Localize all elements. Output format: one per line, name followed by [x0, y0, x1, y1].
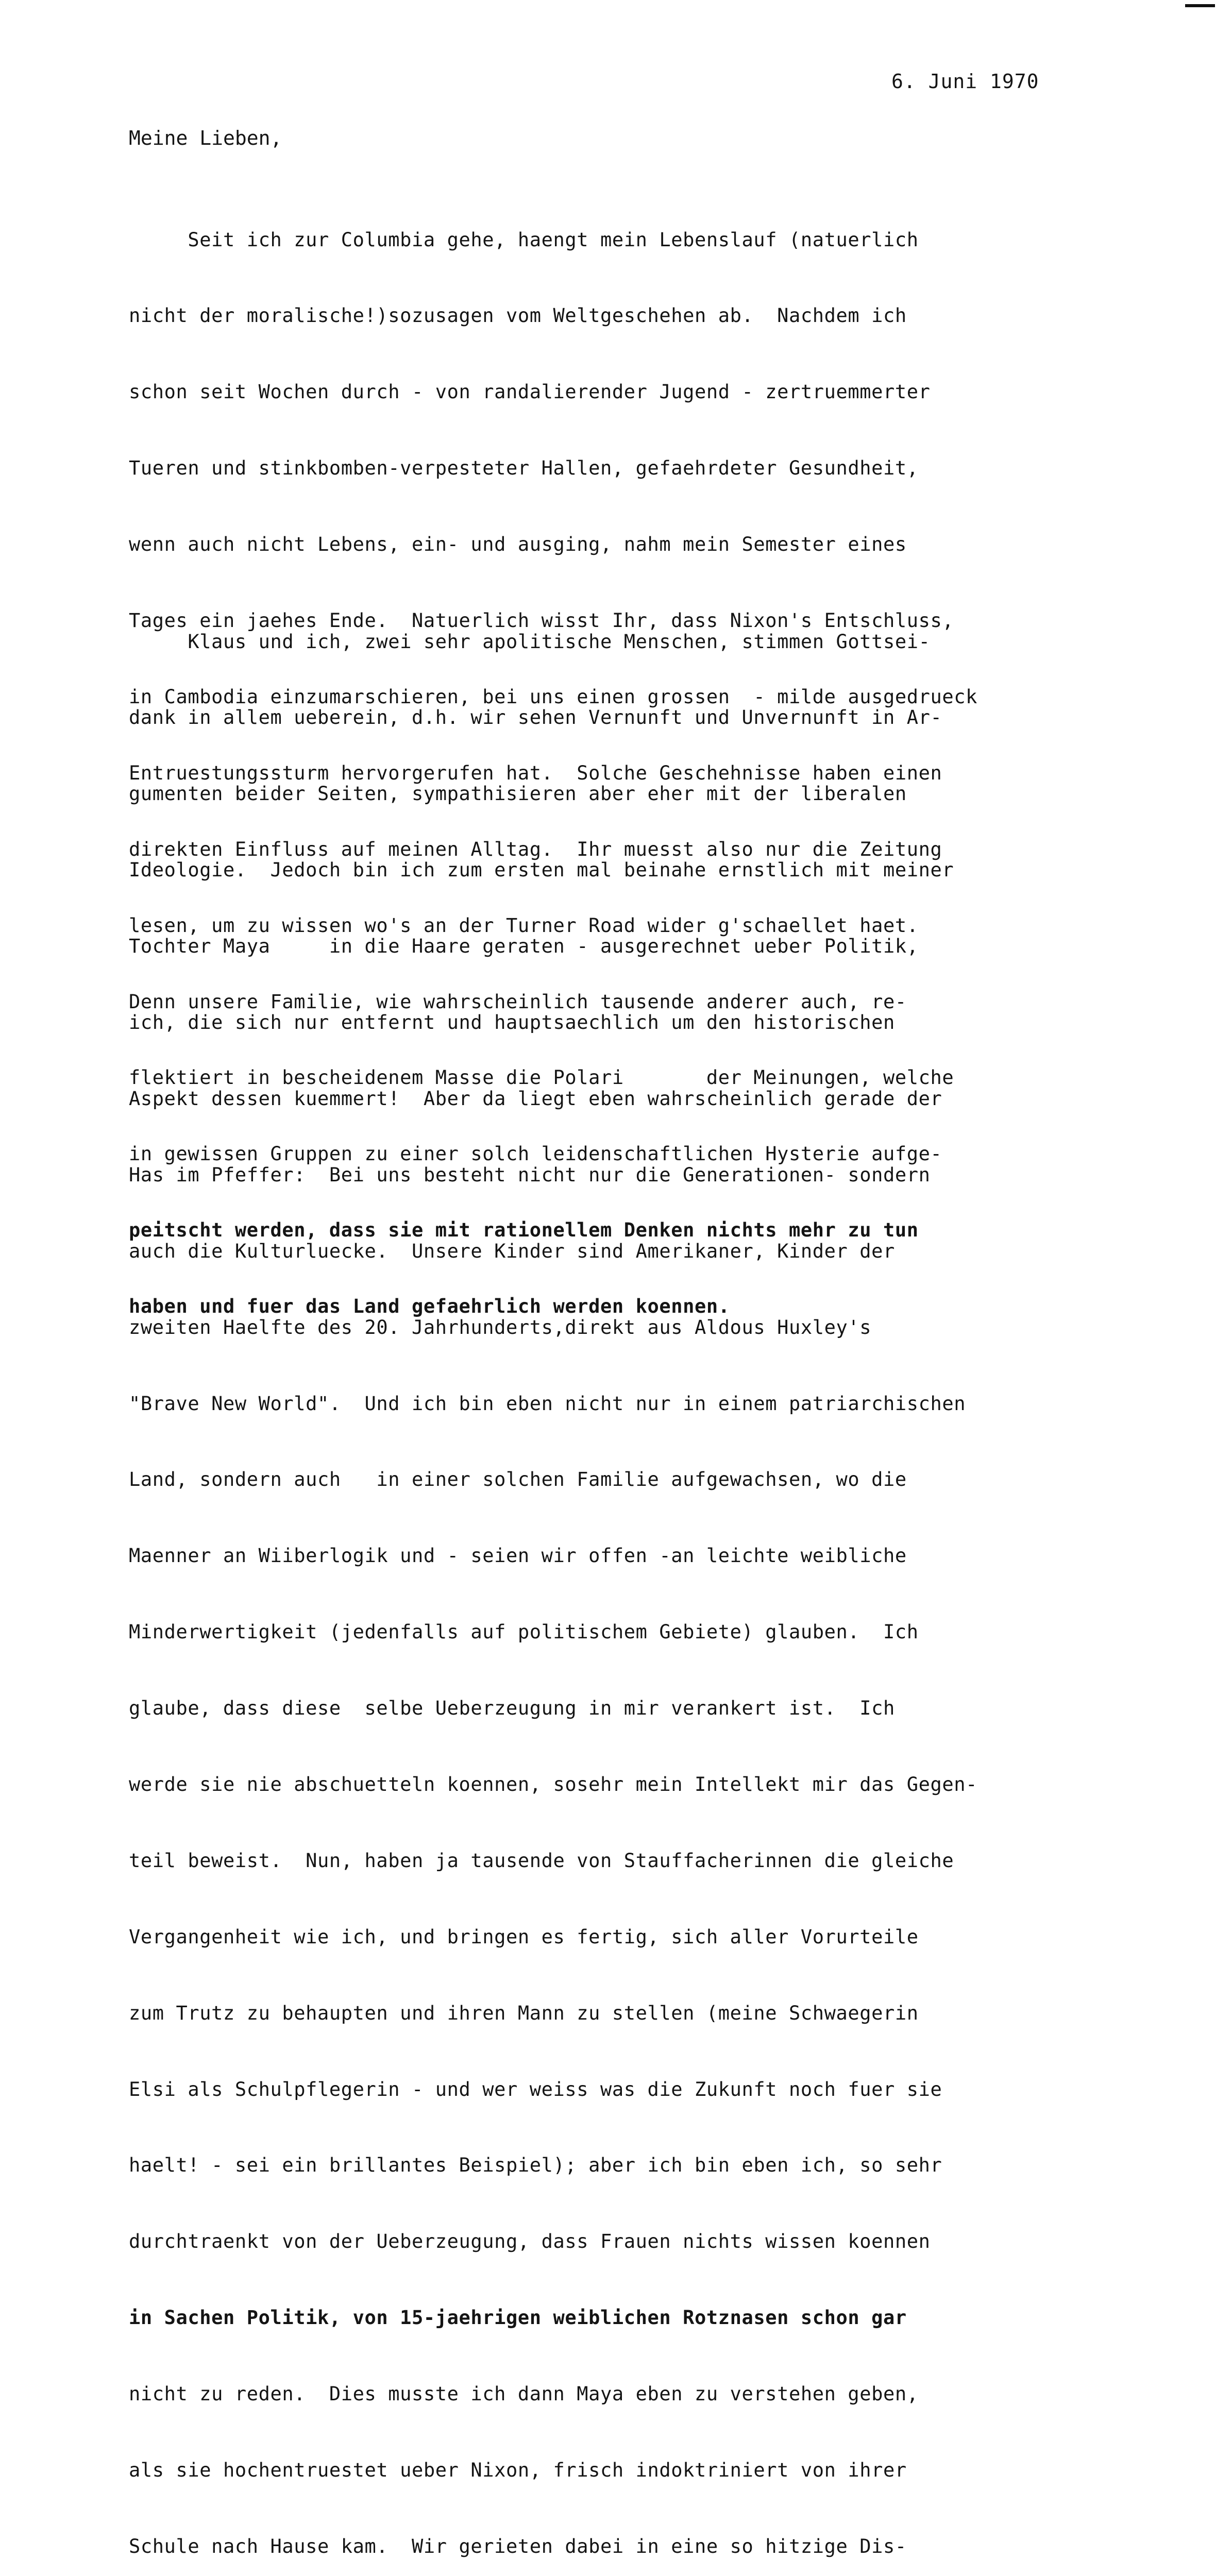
- paragraph-line: peitscht werden, dass sie mit rationellem Denken nichts mehr zu tun: [129, 1219, 919, 1242]
- paragraph-line: Tages ein jaehes Ende. Natuerlich wisst Ihr, dass Nixon's Entschluss,: [129, 609, 954, 632]
- paragraph-line: Land, sondern auch in einer solchen Familie aufgewachsen, wo die: [129, 1468, 907, 1491]
- paragraph-line: haelt! - sei ein brillantes Beispiel); aber ich bin eben ich, so sehr: [129, 2154, 942, 2177]
- paragraph-line: Entruestungssturm hervorgerufen hat. Solche Geschehnisse haben einen: [129, 761, 942, 784]
- paragraph-line: gumenten beider Seiten, sympathisieren aber eher mit der liberalen: [129, 783, 907, 805]
- paragraph-line: nicht der moralische!)sozusagen vom Weltgeschehen ab. Nachdem ich: [129, 304, 907, 327]
- paragraph-line: Aspekt dessen kuemmert! Aber da liegt eben wahrscheinlich gerade der: [129, 1087, 942, 1110]
- paragraph-line: direkten Einfluss auf meinen Alltag. Ihr muesst also nur die Zeitung: [129, 838, 942, 860]
- paragraph-line: durchtraenkt von der Ueberzeugung, dass Frauen nichts wissen koennen: [129, 2230, 931, 2253]
- paragraph-line: zweiten Haelfte des 20. Jahrhunderts,direkt aus Aldous Huxley's: [129, 1316, 872, 1338]
- paragraph-line: Klaus und ich, zwei sehr apolitische Menschen, stimmen Gottsei-: [129, 630, 931, 653]
- paragraph-line: teil beweist. Nun, haben ja tausende von Stauffacherinnen die gleiche: [129, 1849, 954, 1872]
- paragraph-line: Has im Pfeffer: Bei uns besteht nicht nur die Generationen- sondern: [129, 1163, 931, 1186]
- paragraph-line: lesen, um zu wissen wo's an der Turner Road wider g'schaellet haet.: [129, 914, 919, 937]
- paragraph-line: Minderwertigkeit (jedenfalls auf politischem Gebiete) glauben. Ich: [129, 1621, 919, 1643]
- paragraph-line: Schule nach Hause kam. Wir gerieten dabei in eine so hitzige Dis-: [129, 2535, 907, 2557]
- paragraph-2: [129, 578, 977, 2576]
- paragraph-line: wenn auch nicht Lebens, ein- und ausging, nahm mein Semester eines: [129, 533, 907, 556]
- paragraph-line: schon seit Wochen durch - von randalierender Jugend - zertruemmerter: [129, 381, 931, 403]
- paragraph-line: Maenner an Wiiberlogik und - seien wir offen -an leichte weibliche: [129, 1545, 907, 1567]
- paragraph-line: werde sie nie abschuetteln koennen, sosehr mein Intellekt mir das Gegen-: [129, 1773, 978, 1795]
- paragraph-line: ich, die sich nur entfernt und hauptsaechlich um den historischen: [129, 1011, 895, 1034]
- paragraph-line: Elsi als Schulpflegerin - und wer weiss was die Zukunft noch fuer sie: [129, 2078, 942, 2100]
- paragraph-line: Seit ich zur Columbia gehe, haengt mein Lebenslauf (natuerlich: [129, 228, 919, 251]
- paragraph-line: in Sachen Politik, von 15-jaehrigen weiblichen Rotznasen schon gar: [129, 2307, 907, 2329]
- paragraph-line: als sie hochentruestet ueber Nixon, frisch indoktriniert von ihrer: [129, 2459, 907, 2481]
- paragraph-line: glaube, dass diese selbe Ueberzeugung in mir verankert ist. Ich: [129, 1697, 895, 1720]
- paragraph-line: Tochter Maya in die Haare geraten - ausgerechnet ueber Politik,: [129, 935, 919, 958]
- letter-salutation: Meine Lieben,: [129, 127, 282, 149]
- letter-date: 6. Juni 1970: [891, 70, 1039, 93]
- paragraph-line: in Cambodia einzumarschieren, bei uns einen grossen - milde ausgedrueck: [129, 685, 978, 708]
- paragraph-line: Vergangenheit wie ich, und bringen es fertig, sich aller Vorurteile: [129, 1925, 919, 1948]
- paragraph-line: zum Trutz zu behaupten und ihren Mann zu stellen (meine Schwaegerin: [129, 2002, 919, 2024]
- paragraph-line: "Brave New World". Und ich bin eben nicht nur in einem patriarchischen: [129, 1392, 966, 1415]
- paragraph-line: nicht zu reden. Dies musste ich dann Maya eben zu verstehen geben,: [129, 2383, 919, 2405]
- paragraph-line: flektiert in bescheidenem Masse die Polari der Meinungen, welche: [129, 1066, 954, 1089]
- paragraph-line: in gewissen Gruppen zu einer solch leidenschaftlichen Hysterie aufge-: [129, 1143, 942, 1165]
- paragraph-line: Denn unsere Familie, wie wahrscheinlich tausende anderer auch, re-: [129, 990, 907, 1013]
- paragraph-line: auch die Kulturluecke. Unsere Kinder sind Amerikaner, Kinder der: [129, 1240, 895, 1262]
- paragraph-line: dank in allem ueberein, d.h. wir sehen Vernunft und Unvernunft in Ar-: [129, 706, 942, 729]
- paragraph-line: Tueren und stinkbomben-verpesteter Hallen, gefaehrdeter Gesundheit,: [129, 457, 919, 480]
- page-edge-mark: [1185, 4, 1215, 7]
- paragraph-line: haben und fuer das Land gefaehrlich werden koennen.: [129, 1295, 730, 1318]
- paragraph-line: Ideologie. Jedoch bin ich zum ersten mal beinahe ernstlich mit meiner: [129, 859, 954, 882]
